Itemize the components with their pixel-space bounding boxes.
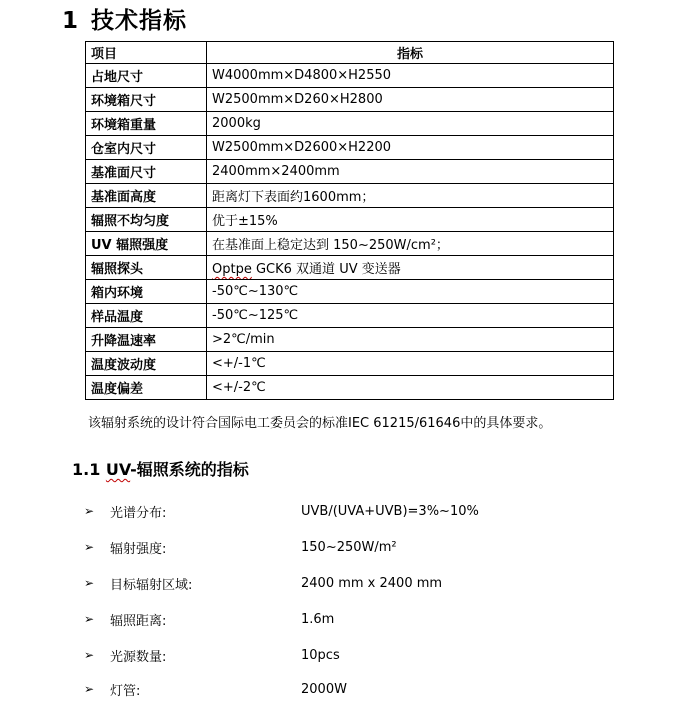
list-item-value: 10pcs	[301, 647, 340, 663]
table-row	[86, 208, 614, 232]
row-value: W4000mm×D4800×H2550	[207, 64, 614, 88]
list-item	[84, 679, 347, 699]
list-item	[84, 609, 335, 629]
row-value: >2℃/min	[207, 328, 614, 352]
row-label: 箱内环境	[86, 280, 207, 304]
heading-number: 1	[62, 8, 80, 34]
arrow-bullet-icon: ➢	[84, 504, 95, 518]
row-value: 2000kg	[207, 112, 614, 136]
section-title-uv: UV	[105, 460, 131, 479]
list-item	[84, 573, 443, 593]
page-heading	[62, 2, 187, 35]
table-header-item: 项目	[86, 42, 207, 64]
arrow-bullet-icon: ➢	[84, 682, 95, 696]
table-row	[86, 112, 614, 136]
arrow-bullet-icon: ➢	[84, 648, 95, 662]
arrow-bullet-icon: ➢	[84, 576, 95, 590]
table-row	[86, 304, 614, 328]
row-value: 2400mm×2400mm	[207, 160, 614, 184]
heading-title: 技术指标	[91, 8, 188, 34]
list-item-value: 2000W	[301, 681, 347, 697]
table-header-row	[86, 42, 614, 64]
row-value: -50℃~125℃	[207, 304, 614, 328]
table-row	[86, 184, 614, 208]
row-label: 基准面高度	[86, 184, 207, 208]
row-label: 辐照不均匀度	[86, 208, 207, 232]
row-value: <+/-1℃	[207, 352, 614, 376]
table-row	[86, 280, 614, 304]
section-number: 1.1	[72, 460, 101, 479]
row-label: 占地尺寸	[86, 64, 207, 88]
table-row	[86, 64, 614, 88]
list-item-label: 灯管:	[110, 683, 141, 699]
section-heading	[72, 457, 249, 480]
table-row	[86, 232, 614, 256]
row-value: -50℃~130℃	[207, 280, 614, 304]
spec-table	[85, 41, 614, 400]
row-value: 距离灯下表面约1600mm；	[207, 184, 614, 208]
table-row	[86, 136, 614, 160]
row-label: 环境箱重量	[86, 112, 207, 136]
row-label: 样品温度	[86, 304, 207, 328]
row-value: 在基准面上稳定达到 150~250W/cm²；	[207, 232, 614, 256]
list-item	[84, 537, 397, 557]
row-label: 辐照探头	[86, 256, 207, 280]
list-item-label: 光谱分布:	[110, 505, 167, 521]
table-row	[86, 328, 614, 352]
arrow-bullet-icon: ➢	[84, 540, 95, 554]
row-value: 优于±15%	[207, 208, 614, 232]
row-value: Optpe GCK6 双通道 UV 变送器	[207, 256, 614, 280]
table-row	[86, 352, 614, 376]
table-row	[86, 160, 614, 184]
row-label: 温度偏差	[86, 376, 207, 400]
section-title-rest: -辐照系统的指标	[130, 460, 249, 479]
list-item	[84, 645, 340, 665]
row-value: <+/-2℃	[207, 376, 614, 400]
table-header-value: 指标	[207, 42, 614, 64]
table-row	[86, 376, 614, 400]
table-row	[86, 256, 614, 280]
list-item-label: 辐照距离:	[110, 613, 167, 629]
row-label: 环境箱尺寸	[86, 88, 207, 112]
list-item-label: 辐射强度:	[110, 541, 167, 557]
row-label: 温度波动度	[86, 352, 207, 376]
list-item-value: 1.6m	[301, 611, 335, 627]
row-label: 基准面尺寸	[86, 160, 207, 184]
row-value: W2500mm×D2600×H2200	[207, 136, 614, 160]
list-item-value: UVB/(UVA+UVB)=3%~10%	[301, 503, 479, 519]
row-label: 升降温速率	[86, 328, 207, 352]
list-item-value: 2400 mm x 2400 mm	[301, 575, 443, 591]
row-label: 仓室内尺寸	[86, 136, 207, 160]
row-value: W2500mm×D260×H2800	[207, 88, 614, 112]
table-row	[86, 88, 614, 112]
list-item-label: 光源数量:	[110, 649, 167, 665]
list-item	[84, 501, 479, 521]
arrow-bullet-icon: ➢	[84, 612, 95, 626]
row-label: UV 辐照强度	[86, 232, 207, 256]
list-item-label: 目标辐射区域:	[110, 577, 193, 593]
list-item-value: 150~250W/m²	[301, 539, 397, 555]
compliance-note: 该辐射系统的设计符合国际电工委员会的标准IEC 61215/61646中的具体要求。	[88, 416, 552, 431]
